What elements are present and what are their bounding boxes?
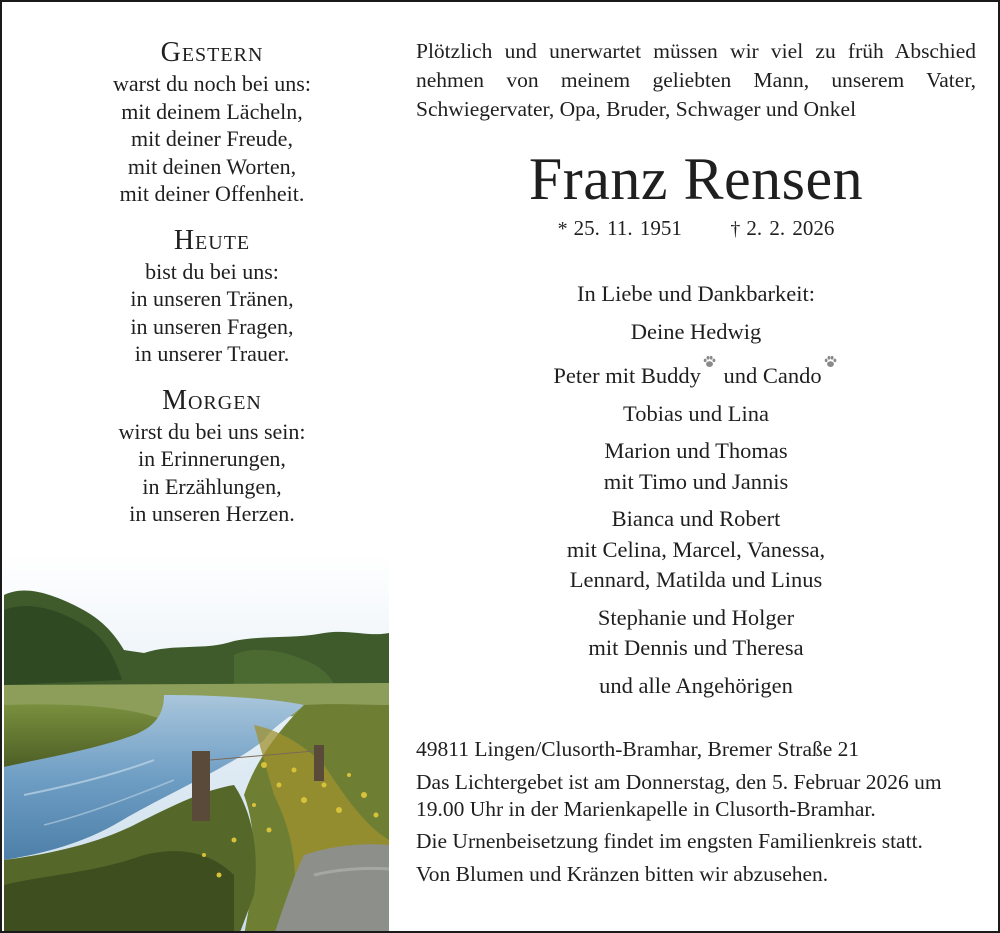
poem-line: in Erzählungen, <box>142 473 282 499</box>
mourner-tobias: Tobias und Lina <box>623 400 769 426</box>
mourner-marion: Marion und Thomas <box>604 438 788 463</box>
poem-line: mit deiner Offenheit. <box>119 181 305 206</box>
family-address: 49811 Lingen/Clusorth-Bramhar, Bremer Straße 21 <box>416 737 860 761</box>
paw-print-icon <box>702 354 717 369</box>
death-date: 2. 2. 2026 <box>746 216 835 240</box>
stanza-title: Morgen <box>162 384 262 416</box>
poem <box>2 38 422 546</box>
stanza-heute <box>2 226 422 368</box>
river-landscape-photo <box>4 555 389 933</box>
mourner-peter <box>416 354 976 392</box>
poem-line: warst du noch bei uns: <box>113 71 311 96</box>
birth-symbol: * <box>557 218 568 240</box>
funeral-info <box>416 769 986 893</box>
birth-date: 25. 11. 1951 <box>573 216 682 240</box>
mourner-bianca: Bianca und Robert <box>611 506 781 531</box>
prayer-info: Das Lichtergebet ist am Donnerstag, den 5. Februar 2026 um 19.00 Uhr in der Marienkapelle in Clusorth-Bramhar. <box>416 770 942 821</box>
mourners-list <box>416 279 976 708</box>
poem-line: in Erinnerungen, <box>138 446 286 471</box>
mourner-peter-part-b: und Cando <box>717 363 822 388</box>
poem-line: in unseren Fragen, <box>130 313 294 339</box>
mourner-all-relatives: und alle Angehörigen <box>599 672 793 698</box>
stanza-title: Gestern <box>160 37 264 68</box>
burial-info: Die Urnenbeisetzung findet im engsten Familienkreis statt. <box>416 829 923 853</box>
mourner-marion-children: mit Timo und Jannis <box>603 468 789 494</box>
poem-line: mit deinem Lächeln, <box>121 98 303 124</box>
poem-line: mit deiner Freude, <box>131 126 293 151</box>
mourner-stephanie-children: mit Dennis und Theresa <box>588 635 804 660</box>
poem-line: wirst du bei uns sein: <box>118 418 306 444</box>
mourner-hedwig: Deine Hedwig <box>630 318 762 344</box>
poem-line: in unseren Herzen. <box>129 501 295 526</box>
poem-line: mit deinen Worten, <box>127 153 297 179</box>
river-landscape-image <box>4 555 389 933</box>
mourner-peter-part-a: Peter mit Buddy <box>553 363 701 388</box>
life-dates <box>416 214 976 243</box>
stanza-title: Heute <box>173 224 251 256</box>
stanza-gestern <box>2 38 422 208</box>
poem-line: bist du bei uns: <box>145 258 279 284</box>
mourners-heading: In Liebe und Dankbarkeit: <box>576 281 816 306</box>
mourner-stephanie: Stephanie und Holger <box>597 604 795 630</box>
death-symbol: † <box>730 218 741 240</box>
stanza-morgen <box>2 386 422 528</box>
deceased-name: Franz Rensen <box>528 146 864 212</box>
paw-print-icon <box>823 354 838 369</box>
poem-line: in unserer Trauer. <box>134 341 290 366</box>
intro-text: Plötzlich und unerwartet müssen wir viel zu früh Abschied nehmen von meinem geliebten Mann, unserem Vater, Schwiegervater, Opa, Bruder, Schwager und Onkel <box>416 39 976 121</box>
poem-line: in unseren Tränen, <box>130 286 294 311</box>
mourner-bianca-children: mit Celina, Marcel, Vanessa, <box>566 536 826 562</box>
mourner-bianca-children: Lennard, Matilda und Linus <box>569 567 823 592</box>
flowers-info: Von Blumen und Kränzen bitten wir abzusehen. <box>416 861 829 886</box>
